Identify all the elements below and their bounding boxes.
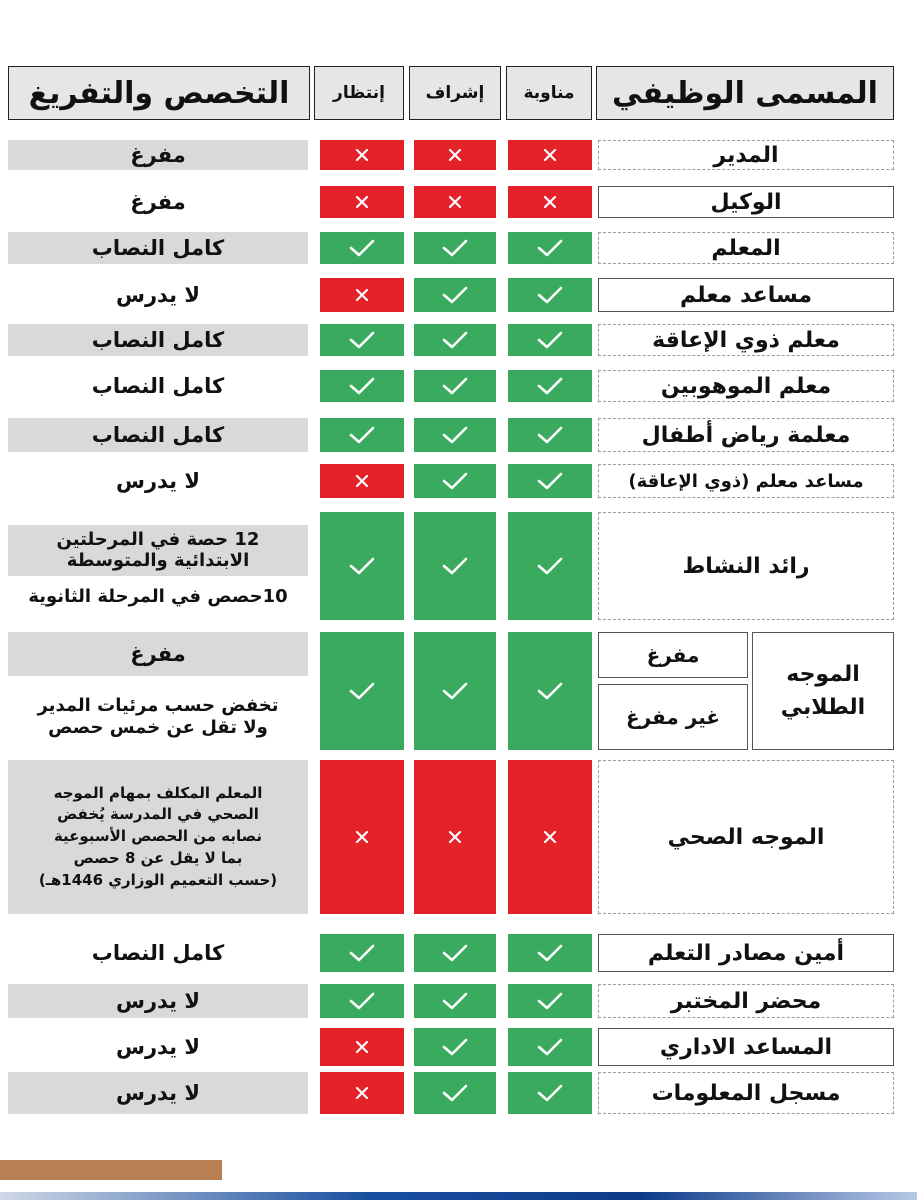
check-icon (537, 991, 563, 1011)
row-title: الموجه الصحي (598, 760, 894, 914)
check-icon (442, 1037, 468, 1057)
mark-monawaba (508, 464, 592, 498)
row-spec: كامل النصاب (91, 941, 225, 965)
mark-monawaba (508, 512, 592, 620)
row-title: المساعد الاداري (598, 1028, 894, 1066)
bottom-strip (0, 1192, 917, 1200)
row-title: رائد النشاط (598, 512, 894, 620)
mark-monawaba (508, 632, 592, 750)
check-icon (442, 556, 468, 576)
check-icon (442, 1083, 468, 1103)
row-title: الوكيل (598, 186, 894, 218)
row-title-line: الموجه (786, 662, 860, 687)
x-icon (355, 1040, 369, 1054)
row-title: مساعد معلم (ذوي الإعاقة) (598, 464, 894, 498)
check-icon (442, 330, 468, 350)
mark-ishraf (414, 370, 496, 402)
bottom-accent-bar (0, 1160, 222, 1180)
row-spec: كامل النصاب (91, 374, 225, 398)
row-title: المعلم (598, 232, 894, 264)
mark-monawaba (508, 934, 592, 972)
row-title: معلم الموهوبين (598, 370, 894, 402)
mark-monawaba (508, 140, 592, 170)
mark-intizar (320, 370, 404, 402)
row-title-line: الطلابي (780, 695, 866, 720)
row-spec (8, 684, 308, 750)
mark-ishraf (414, 140, 496, 170)
row-spec: لا يدرس (115, 1035, 201, 1059)
mark-intizar (320, 632, 404, 750)
check-icon (537, 471, 563, 491)
check-icon (349, 991, 375, 1011)
mark-monawaba (508, 324, 592, 356)
row-spec-line: نصابه من الحصص الأسبوعية (53, 827, 263, 846)
mark-monawaba (508, 1072, 592, 1114)
row-spec-line: تخفض حسب مرئيات المدير (37, 695, 279, 717)
row-title: مسجل المعلومات (598, 1072, 894, 1114)
check-icon (349, 425, 375, 445)
check-icon (442, 376, 468, 396)
row-spec-line: ولا تقل عن خمس حصص (48, 717, 268, 738)
x-icon (543, 148, 557, 162)
mark-intizar (320, 418, 404, 452)
x-icon (355, 148, 369, 162)
x-icon (355, 288, 369, 302)
mark-intizar (320, 464, 404, 498)
check-icon (537, 330, 563, 350)
mark-ishraf (414, 984, 496, 1018)
x-icon (448, 148, 462, 162)
row-spec-line: الصحي في المدرسة يُخفض (57, 805, 259, 824)
x-icon (355, 474, 369, 488)
check-icon (537, 1037, 563, 1057)
row-title: معلم ذوي الإعاقة (598, 324, 894, 356)
row-spec: كامل النصاب (8, 232, 308, 264)
mark-ishraf (414, 418, 496, 452)
mark-ishraf (414, 760, 496, 914)
mark-monawaba (508, 760, 592, 914)
row-sub-title: مفرغ (598, 632, 748, 678)
row-spec: لا يدرس (8, 1072, 308, 1114)
mark-monawaba (508, 186, 592, 218)
check-icon (537, 556, 563, 576)
row-spec-block (8, 525, 308, 576)
mark-monawaba (508, 278, 592, 312)
check-icon (537, 425, 563, 445)
x-icon (543, 195, 557, 209)
mark-intizar (320, 140, 404, 170)
mark-monawaba (508, 418, 592, 452)
x-icon (448, 195, 462, 209)
row-title: أمين مصادر التعلم (598, 934, 894, 972)
row-spec: مفرغ (130, 190, 186, 214)
row-spec-line: 12 حصة في المرحلتين (56, 528, 260, 550)
row-spec: كامل النصاب (8, 324, 308, 356)
row-spec (8, 760, 308, 914)
row-spec: كامل النصاب (8, 418, 308, 452)
row-title: محضر المختبر (598, 984, 894, 1018)
mark-intizar (320, 278, 404, 312)
row-spec-line: المعلم المكلف بمهام الموجه (53, 783, 263, 802)
check-icon (442, 681, 468, 701)
check-icon (537, 943, 563, 963)
row-spec: لا يدرس (115, 469, 201, 493)
mark-monawaba (508, 232, 592, 264)
mark-monawaba (508, 1028, 592, 1066)
row-spec-line: بما لا يقل عن 8 حصص (73, 848, 243, 867)
x-icon (543, 830, 557, 844)
check-icon (537, 1083, 563, 1103)
x-icon (355, 830, 369, 844)
x-icon (355, 195, 369, 209)
mark-ishraf (414, 324, 496, 356)
mark-intizar (320, 984, 404, 1018)
header-ishraf: إشراف (409, 66, 501, 120)
mark-monawaba (508, 984, 592, 1018)
check-icon (537, 285, 563, 305)
mark-ishraf (414, 632, 496, 750)
mark-ishraf (414, 1072, 496, 1114)
x-icon (355, 1086, 369, 1100)
check-icon (537, 376, 563, 396)
mark-intizar (320, 324, 404, 356)
check-icon (349, 330, 375, 350)
mark-intizar (320, 232, 404, 264)
mark-monawaba (508, 370, 592, 402)
mark-intizar (320, 1028, 404, 1066)
row-spec: مفرغ (8, 140, 308, 170)
row-title: المدير (598, 140, 894, 170)
check-icon (349, 376, 375, 396)
check-icon (537, 681, 563, 701)
row-spec: لا يدرس (115, 283, 201, 307)
header-monawaba: مناوبة (506, 66, 592, 120)
check-icon (349, 238, 375, 258)
mark-ishraf (414, 1028, 496, 1066)
mark-ishraf (414, 512, 496, 620)
check-icon (442, 943, 468, 963)
mark-intizar (320, 760, 404, 914)
row-spec: مفرغ (8, 632, 308, 676)
mark-intizar (320, 512, 404, 620)
row-spec-line: (حسب التعميم الوزاري 1446هـ) (38, 870, 278, 889)
check-icon (349, 556, 375, 576)
check-icon (442, 991, 468, 1011)
row-spec (8, 512, 308, 620)
mark-intizar (320, 186, 404, 218)
row-sub-title: غير مفرغ (598, 684, 748, 750)
row-spec-line: 10حصص في المرحلة الثانوية (28, 585, 288, 607)
header-intizar: إنتظار (314, 66, 404, 120)
mark-ishraf (414, 464, 496, 498)
mark-intizar (320, 934, 404, 972)
mark-ishraf (414, 934, 496, 972)
check-icon (442, 238, 468, 258)
check-icon (349, 943, 375, 963)
x-icon (448, 830, 462, 844)
row-spec: لا يدرس (8, 984, 308, 1018)
mark-intizar (320, 1072, 404, 1114)
row-title (752, 632, 894, 750)
row-title: مساعد معلم (598, 278, 894, 312)
check-icon (442, 285, 468, 305)
check-icon (537, 238, 563, 258)
row-spec-line: الابتدائية والمتوسطة (66, 550, 250, 572)
row-title: معلمة رياض أطفال (598, 418, 894, 452)
check-icon (442, 425, 468, 445)
mark-ishraf (414, 186, 496, 218)
check-icon (442, 471, 468, 491)
mark-ishraf (414, 232, 496, 264)
header-job-title: المسمى الوظيفي (596, 66, 894, 120)
header-specialization: التخصص والتفريغ (8, 66, 310, 120)
mark-ishraf (414, 278, 496, 312)
check-icon (349, 681, 375, 701)
